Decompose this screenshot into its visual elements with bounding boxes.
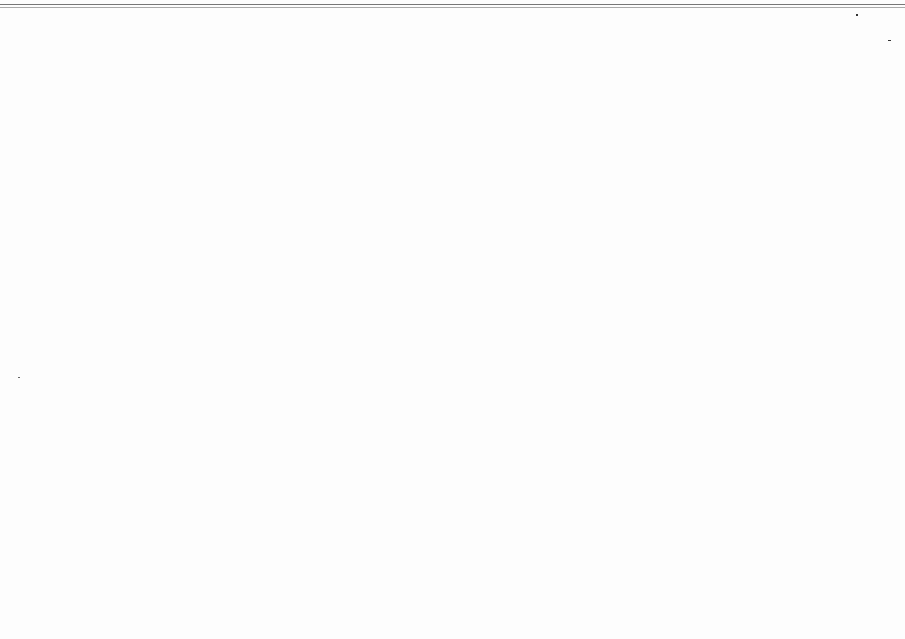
scan-speck: [888, 40, 891, 41]
scan-edge-line: [0, 7, 905, 8]
scan-speck: [18, 377, 20, 378]
scan-edge-line: [0, 4, 905, 5]
scan-speck: [856, 14, 858, 16]
